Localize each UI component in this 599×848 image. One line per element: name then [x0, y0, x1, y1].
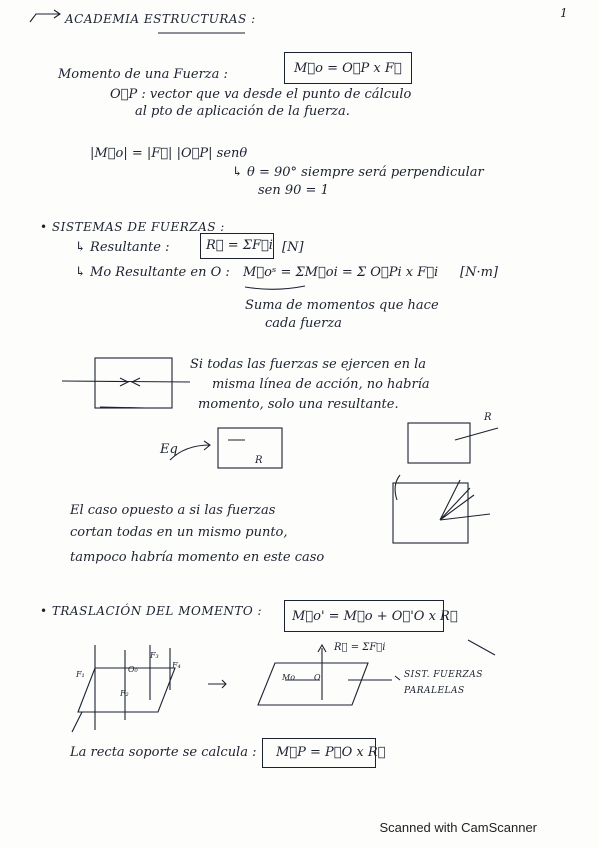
- r-label: R: [255, 455, 263, 466]
- forces-heading: • SISTEMAS DE FUERZAS :: [40, 220, 225, 234]
- r-label-right: R: [484, 412, 492, 423]
- pointer-arrow: [348, 676, 400, 680]
- title-arrow-icon: [30, 10, 60, 22]
- body-rect-3: [408, 423, 470, 463]
- eq-label: Eq: [160, 442, 178, 457]
- parallel-note-1: SIST. FUERZAS: [404, 670, 483, 680]
- moment-label: Momento de una Fuerza :: [58, 67, 228, 82]
- scanner-watermark: Scanned with CamScanner: [379, 820, 537, 835]
- sum-note-1: Suma de momentos que hace: [245, 298, 439, 313]
- moment-resultant-label: ↳ Mo Resultante en O :: [75, 265, 230, 280]
- f3-label: F₃: [150, 651, 159, 660]
- theta-note: ↳ θ = 90° siempre será perpendicular: [232, 165, 484, 180]
- sin-note: sen 90 = 1: [258, 183, 329, 198]
- parallel-note-2: PARALELAS: [404, 686, 465, 696]
- mo-label: Mo: [282, 673, 296, 682]
- line-action-text-1: Si todas las fuerzas se ejercen en la: [190, 357, 427, 372]
- page-number: 1: [560, 6, 569, 20]
- moment-formula: M⃗o = O⃗P x F⃗: [294, 61, 402, 76]
- op-definition-1: O⃗P : vector que va desde el punto de cálculo: [110, 87, 412, 102]
- resultant-label: ↳ Resultante :: [75, 240, 170, 255]
- page-title: ACADEMIA ESTRUCTURAS :: [65, 12, 256, 26]
- concurrent-text-3: tampoco habría momento en este caso: [70, 550, 325, 565]
- o-label: O₀: [128, 665, 138, 674]
- body-rect-4: [393, 483, 468, 543]
- sum-note-2: cada fuerza: [265, 316, 342, 331]
- transform-arrow-icon: [208, 680, 226, 688]
- plate-right: [258, 663, 368, 705]
- resultant-unit: [N]: [282, 240, 304, 255]
- moment-resultant-unit: [N·m]: [460, 265, 498, 280]
- resultant-formula: R⃗ = ΣF⃗i: [206, 238, 273, 253]
- f4-label: F₄: [172, 661, 181, 670]
- o-prime-label: O: [314, 673, 321, 682]
- line-action-text-2: misma línea de acción, no habría: [212, 377, 430, 392]
- r-sum-label: R⃗ = ΣF⃗i: [334, 642, 386, 653]
- op-definition-2: al pto de aplicación de la fuerza.: [135, 104, 350, 119]
- concurrent-text-2: cortan todas en un mismo punto,: [70, 525, 288, 540]
- line-action-text-3: momento, solo una resultante.: [198, 397, 399, 412]
- resultant-arrow: [455, 428, 498, 440]
- translation-heading: • TRASLACIÓN DEL MOMENTO :: [40, 604, 263, 618]
- moment-modulus: |M⃗o| = |F⃗| |O⃗P| senθ: [90, 146, 248, 161]
- support-formula: M⃗P = P⃗O x R⃗: [276, 745, 386, 760]
- translation-formula: M⃗o' = M⃗o + O⃗'O x R⃗: [292, 609, 458, 624]
- stray-line: [468, 640, 495, 655]
- support-line-label: La recta soporte se calcula :: [70, 745, 257, 760]
- f1-label: F₁: [76, 670, 85, 679]
- f2-label: F₂: [120, 689, 129, 698]
- concurrent-text-1: El caso opuesto a si las fuerzas: [70, 503, 276, 518]
- body-rect-2: [218, 428, 282, 468]
- moment-resultant-formula: M⃗oˢ = ΣM⃗oi = Σ O⃗Pi x F⃗i: [243, 265, 439, 280]
